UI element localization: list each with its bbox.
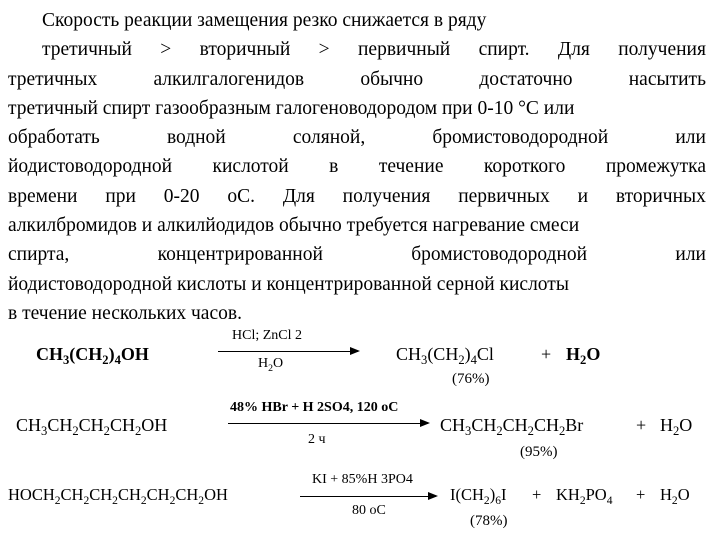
line-text: алкилбромидов и алкилйодидов обычно требуется нагревание смеси <box>8 215 580 237</box>
paragraph <box>8 6 706 328</box>
text-line <box>8 182 706 211</box>
text-line <box>8 6 706 35</box>
text-line <box>8 240 706 269</box>
reaction1-product: $CH_3(CH_2)_4Cl$ <box>396 344 494 367</box>
text-line <box>8 123 706 152</box>
reaction2-yield: (95%) <box>520 444 558 460</box>
word: обычно <box>360 68 424 90</box>
word: и <box>577 185 589 207</box>
word: > <box>318 39 330 61</box>
word: вторичных <box>615 185 706 207</box>
word: обработать <box>8 127 100 149</box>
reaction3-plus-1: + <box>532 485 542 504</box>
word: 0-20 <box>163 185 200 207</box>
reaction1-byproduct: $H_2O$ <box>566 344 601 367</box>
reaction3-reagent-below: 80 oC <box>352 503 386 518</box>
word: времени <box>8 185 78 207</box>
word: Для <box>557 39 590 61</box>
word: первичных <box>458 185 550 207</box>
reaction3-product: $I(CH_2)_6I$ <box>450 485 507 507</box>
text-line <box>8 35 706 64</box>
word: или <box>675 127 706 149</box>
reaction1-plus: + <box>541 344 552 364</box>
reaction3-byproduct: $KH_2PO_4$ <box>556 485 613 507</box>
word: промежутка <box>605 156 706 178</box>
word: бромистоводородной <box>432 127 609 149</box>
word: или <box>675 244 706 266</box>
text-line <box>8 270 706 299</box>
reaction2-reactant: $CH_3CH_2CH_2CH_2OH$ <box>16 415 168 438</box>
reaction1-yield: (76%) <box>452 371 490 387</box>
word: соляной, <box>292 127 366 149</box>
word: в <box>329 156 339 178</box>
reaction3-reagent-above: KI + 85%H 3PO4 <box>312 472 413 487</box>
word: концентрированной <box>157 244 323 266</box>
text-line <box>8 211 706 240</box>
reaction1-arrow <box>218 351 358 352</box>
reaction3-yield: (78%) <box>470 513 508 529</box>
word: водной <box>166 127 226 149</box>
text-line <box>8 152 706 181</box>
word: вторичный <box>199 39 291 61</box>
word: йодистоводородной <box>8 156 173 178</box>
reaction1-reactant: $CH_3(CH_2)_4OH$ <box>36 344 149 367</box>
word: Для <box>282 185 315 207</box>
reaction1-reagent-above: HCl; ZnCl 2 <box>232 328 303 343</box>
word: насытить <box>628 68 706 90</box>
word: первичный <box>357 39 451 61</box>
word: течение <box>378 156 444 178</box>
reaction1-reagent-below: $H_2O$ <box>258 356 284 374</box>
line-text: йодистоводородной кислоты и концентрированной серной кислоты <box>8 273 569 295</box>
reaction3-byproduct-2: $H_2O$ <box>660 485 690 507</box>
word: алкилгалогенидов <box>153 68 305 90</box>
reaction2-reagent-below: 2 ч <box>308 432 326 447</box>
line-text: Скорость реакции замещения резко снижается в ряду <box>42 10 487 31</box>
text-line <box>8 299 706 328</box>
reaction2-product: $CH_3CH_2CH_2CH_2Br$ <box>440 415 584 438</box>
word: третичный <box>42 39 132 61</box>
word: получения <box>618 39 706 61</box>
reaction3-reactant: $HOCH_2CH_2CH_2CH_2CH_2CH_2OH$ <box>8 485 228 507</box>
word: достаточно <box>479 68 573 90</box>
word: бромистоводородной <box>411 244 588 266</box>
word: оС. <box>227 185 255 207</box>
text-line <box>8 65 706 94</box>
word: короткого <box>483 156 566 178</box>
reaction2-arrow <box>228 423 428 424</box>
word: при <box>105 185 136 207</box>
word: третичных <box>8 68 98 90</box>
reaction2-plus: + <box>636 415 647 435</box>
reaction3-arrow <box>300 496 436 497</box>
word: спирт. <box>478 39 530 61</box>
text-line <box>8 94 706 123</box>
word: > <box>160 39 172 61</box>
reaction2-reagent-above: 48% HBr + H 2SO4, 120 oC <box>230 400 399 415</box>
word: получения <box>342 185 431 207</box>
reaction3-plus-2: + <box>636 485 646 504</box>
word: спирта, <box>8 244 70 266</box>
line-text: в течение нескольких часов. <box>8 302 242 324</box>
line-text: третичный спирт газообразным галогеноводородом при 0-10 °С или <box>8 97 575 119</box>
word: кислотой <box>212 156 289 178</box>
reaction2-byproduct: $H_2O$ <box>660 415 693 438</box>
